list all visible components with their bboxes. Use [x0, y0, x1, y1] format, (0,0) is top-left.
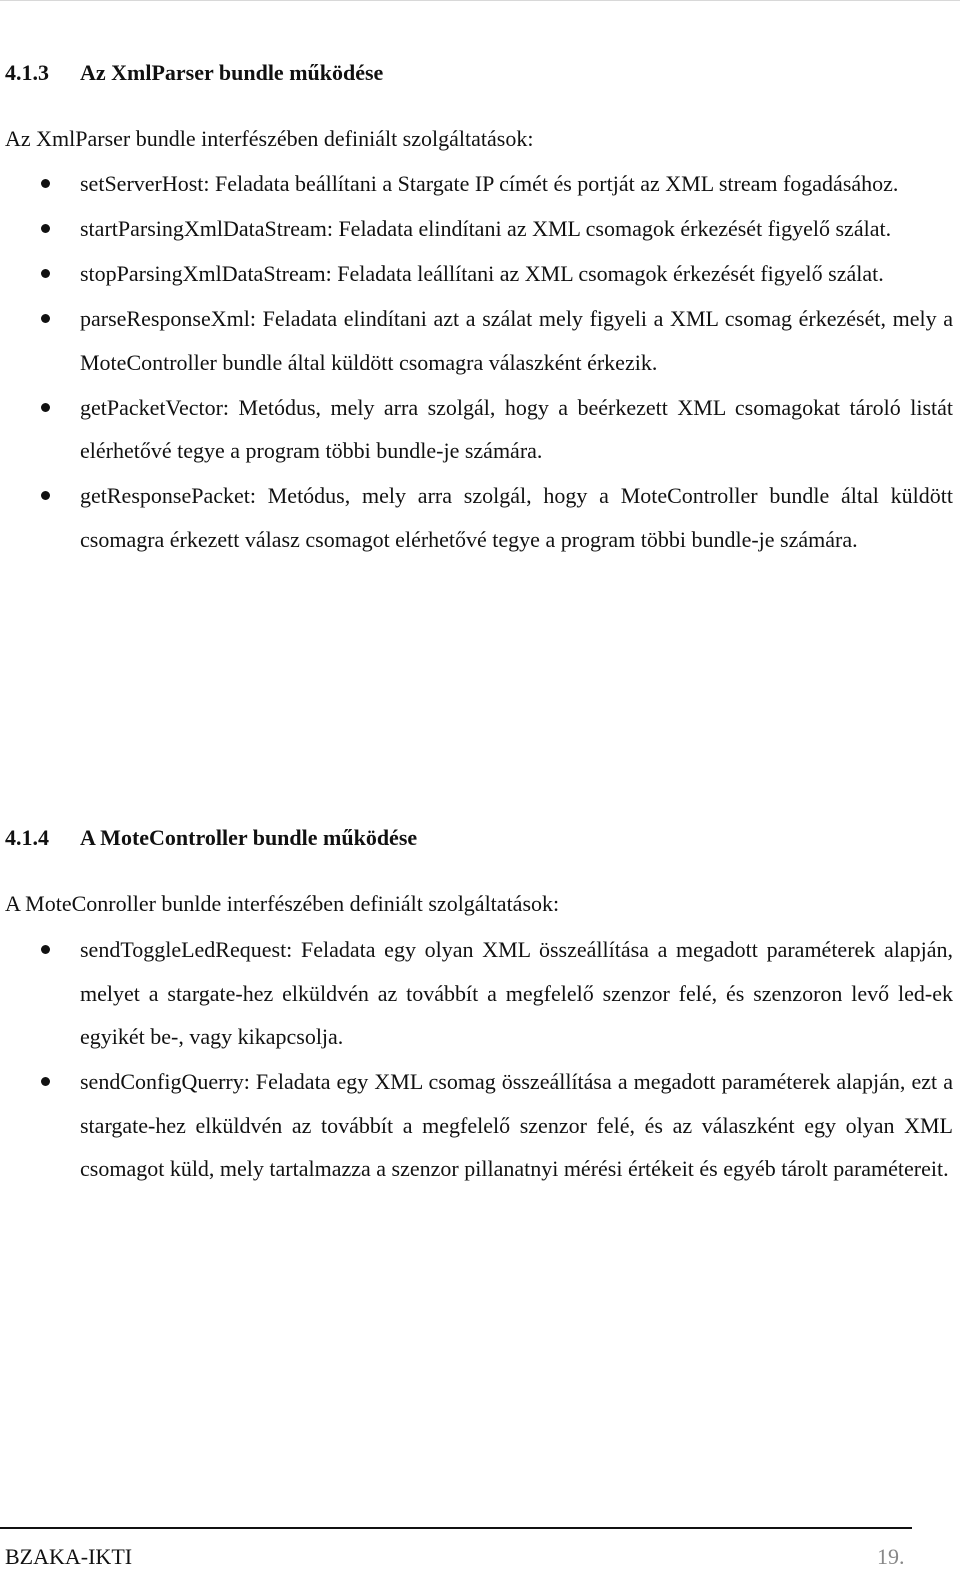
- bullet-icon: [41, 491, 50, 500]
- list-item: [0, 207, 960, 251]
- list-item: [0, 162, 960, 206]
- bullet-icon: [41, 224, 50, 233]
- list-item-text: getPacketVector: Metódus, mely arra szolgál, hogy a beérkezett XML csomagokat tároló listát elérhetővé tegye a program többi bundle-je számára.: [80, 394, 953, 463]
- footer-label: BZAKA-IKTI: [5, 1544, 133, 1569]
- bullet-icon: [41, 314, 50, 323]
- bullet-icon: [41, 1077, 50, 1086]
- list-item-text: getResponsePacket: Metódus, mely arra szolgál, hogy a MoteController bundle által küldött csomagra érkezett válasz csomagot elérhetővé tegye a program többi bundle-je számára.: [80, 483, 953, 552]
- list-item-text: sendToggleLedRequest: Feladata egy olyan XML összeállítása a megadott paraméterek alapján, melyet a stargate-hez elküldvén az továbbít a megfelelő szenzor felé, és szenzoron levő led-ek egyikét be-, vagy kikapcsolja.: [80, 937, 953, 1049]
- footer-divider: [0, 1527, 912, 1529]
- section-heading-4-1-4: [5, 825, 417, 851]
- section-intro: Az XmlParser bundle interfészében definiált szolgáltatások:: [5, 126, 534, 151]
- bullet-list-xmlparser: [0, 162, 960, 563]
- bullet-icon: [41, 945, 50, 954]
- top-divider: [0, 0, 960, 1]
- bullet-list-motecontroller: [0, 928, 960, 1192]
- section-title: Az XmlParser bundle működése: [80, 60, 384, 85]
- section-number: 4.1.4: [5, 825, 49, 850]
- list-item-text: setServerHost: Feladata beállítani a Stargate IP címét és portját az XML stream fogadásához.: [80, 171, 899, 196]
- list-item-text: sendConfigQuerry: Feladata egy XML csomag összeállítása a megadott paraméterek alapján, ezt a stargate-hez elküldvén az továbbít a megfelelő szenzor felé, és az válaszként egy olyan XML csomagot küld, mely tartalmazza a szenzor pillanatnyi mérési értékeit és egyéb tárolt paramétereit.: [80, 1069, 953, 1181]
- section-title: A MoteController bundle működése: [80, 825, 418, 850]
- section-heading-4-1-3: [5, 60, 383, 86]
- section-intro: A MoteConroller bunlde interfészében definiált szolgáltatások:: [5, 891, 560, 916]
- list-item-text: parseResponseXml: Feladata elindítani azt a szálat mely figyeli a XML csomag érkezését, mely a MoteController bundle által küldött csomagra válaszként érkezik.: [80, 306, 953, 375]
- page-number: 19.: [877, 1544, 905, 1569]
- list-item: [0, 297, 960, 384]
- bullet-icon: [41, 403, 50, 412]
- list-item: [0, 928, 960, 1059]
- list-item: [0, 1060, 960, 1191]
- list-item: [0, 474, 960, 561]
- bullet-icon: [41, 269, 50, 278]
- list-item-text: stopParsingXmlDataStream: Feladata leállítani az XML csomagok érkezését figyelő szálat.: [80, 261, 884, 286]
- section-number: 4.1.3: [5, 60, 49, 85]
- list-item: [0, 252, 960, 296]
- list-item: [0, 386, 960, 473]
- list-item-text: startParsingXmlDataStream: Feladata elindítani az XML csomagok érkezését figyelő szálat.: [80, 216, 892, 241]
- bullet-icon: [41, 179, 50, 188]
